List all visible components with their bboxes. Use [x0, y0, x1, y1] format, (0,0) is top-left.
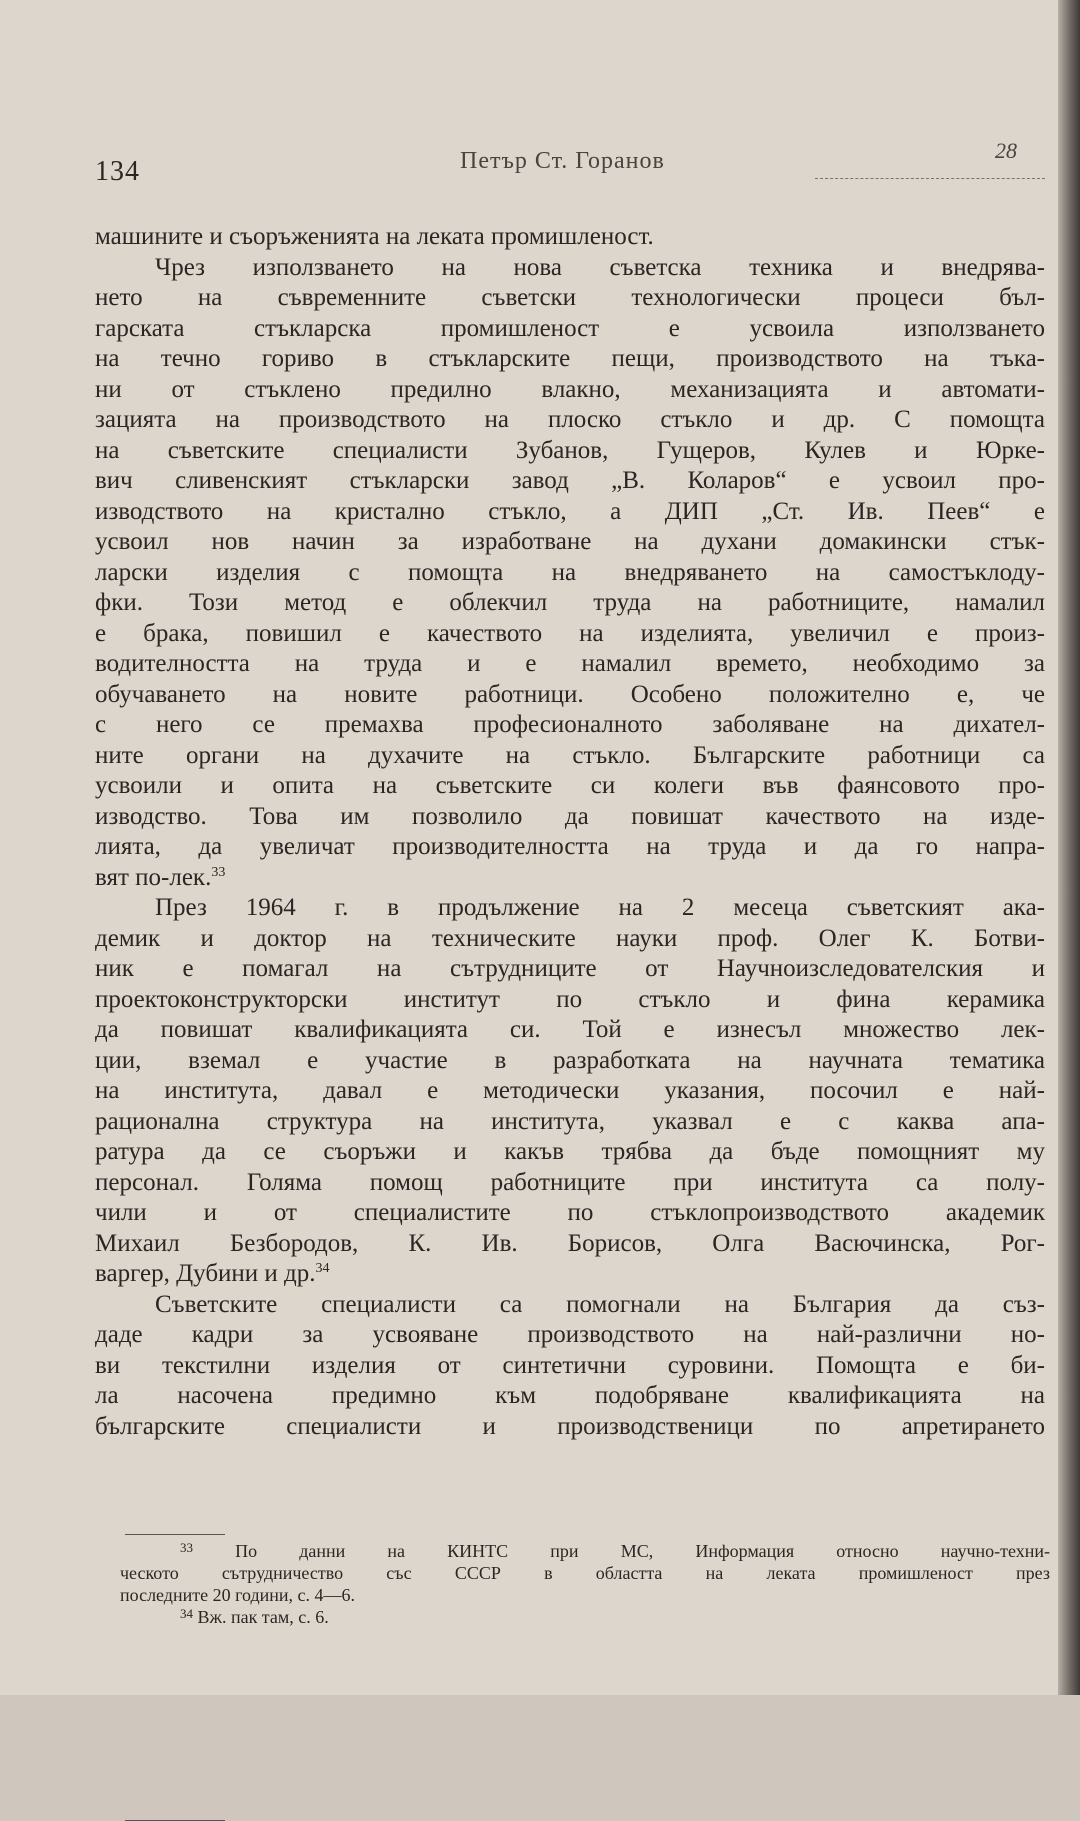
- text-line: [95, 1259, 1045, 1290]
- text-line: чили и от специалистите по стъклопроизводството академик: [95, 1199, 1045, 1226]
- text-line: вич сливенският стъкларски завод „В. Коларов“ е усвоил про-: [95, 467, 1045, 494]
- text-line: нето на съвременните съветски технологически процеси бъл-: [95, 284, 1045, 311]
- text-line: Михаил Безбородов, К. Ив. Борисов, Олга Васючинска, Рог-: [95, 1229, 1045, 1257]
- page-header: [95, 138, 1050, 188]
- header-rule: [815, 178, 1045, 179]
- text-line-content: варгер, Дубини и др.: [95, 1260, 316, 1287]
- text-line: Чрез използването на нова съветска техника и внедрява-: [155, 253, 1045, 281]
- text-line: демик и доктор на техническите науки проф. Олег К. Ботви-: [95, 924, 1045, 952]
- text-line: рационална структура на института, указвал е с каква апа-: [95, 1107, 1045, 1135]
- text-line: зацията на производството на плоско стъкло и др. С помощта: [95, 406, 1045, 433]
- text-line: Съветските специалисти са помогнали на България да съз-: [155, 1290, 1045, 1318]
- text-line: с него се премахва професионалното заболяване на дихател-: [95, 711, 1045, 738]
- text-line: изводството на кристално стъкло, а ДИП „Ст. Ив. Пеев“ е: [95, 497, 1045, 525]
- text-line: усвоил нов начин за изработване на духани домакински стък-: [95, 528, 1045, 555]
- text-line: ла насочена предимно към подобряване квалификацията на: [95, 1382, 1045, 1409]
- text-line: ции, вземал е участие в разработката на научната тематика: [95, 1046, 1045, 1074]
- footnote-33-line: ческото сътрудничество със СССР в областта на леката промишленост през: [120, 1563, 1050, 1583]
- text-line: [95, 863, 1045, 894]
- footnote-separator: [125, 1534, 225, 1535]
- footnote-number: 33: [180, 1540, 193, 1555]
- text-line: персонал. Голяма помощ работниците при института са полу-: [95, 1168, 1045, 1196]
- footnote-number: 34: [180, 1606, 193, 1621]
- text-line: усвоили и опита на съветските си колеги във фаянсовото про-: [95, 772, 1045, 799]
- text-line: ник е помагал на сътрудниците от Научноизследователския и: [95, 955, 1045, 982]
- text-line: да повишат квалификацията си. Той е изнесъл множество лек-: [95, 1016, 1045, 1043]
- text-line: обучаването на новите работници. Особено положително е, че: [95, 680, 1045, 708]
- text-line: ларски изделия с помощта на внедряването на самостъклоду-: [95, 558, 1045, 586]
- footnote-33-line: последните 20 години, с. 4—6.: [120, 1585, 356, 1605]
- text-line: изводство. Това им позволило да повишат качеството на изде-: [95, 802, 1045, 830]
- text-line: на течно гориво в стъкларските пещи, производството на тъка-: [95, 345, 1045, 372]
- footnote-ref: 34: [315, 1261, 330, 1276]
- text-line: проектоконструкторски институт по стъкло и фина керамика: [95, 985, 1045, 1013]
- text-line: на института, давал е методически указания, посочил е най-: [95, 1077, 1045, 1104]
- text-line: даде кадри за усвояване производството на най-различни но-: [95, 1321, 1045, 1348]
- text-line: лията, да увеличат производителността на труда и да го напра-: [95, 833, 1045, 860]
- footnote-text: По данни на КИНТС при МС, Информация относно научно-техни-: [235, 1541, 1050, 1561]
- text-line: ните органи на духачите на стъкло. Българските работници са: [95, 741, 1045, 769]
- text-line-content: вят по-лек.: [95, 863, 212, 891]
- footnote-34-line: [120, 1606, 1050, 1628]
- text-line: е брака, повишил е качеството на изделията, увеличил е произ-: [95, 619, 1045, 647]
- sheet-number: 28: [995, 138, 1017, 163]
- page-number: 134: [95, 156, 140, 187]
- footnote-text: Вж. пак там, с. 6.: [197, 1607, 329, 1627]
- footnote-list: [120, 1540, 1050, 1628]
- text-line: ни от стъклено предилно влакно, механизацията и автомати-: [95, 375, 1045, 403]
- text-line: гарската стъкларска промишленост е усвоила използването: [95, 314, 1045, 342]
- body-text: [95, 222, 1045, 1442]
- text-line: водителността на труда и е намалил времето, необходимо за: [95, 650, 1045, 677]
- text-line: фки. Този метод е облекчил труда на работниците, намалил: [95, 589, 1045, 616]
- running-head: Петър Ст. Горанов: [460, 148, 665, 174]
- text-line: българските специалисти и производственици по апретирането: [95, 1412, 1045, 1440]
- text-line: През 1964 г. в продължение на 2 месеца съветският ака-: [155, 894, 1045, 921]
- text-line: ви текстилни изделия от синтетични суровини. Помощта е би-: [95, 1351, 1045, 1379]
- footnote-ref: 33: [211, 864, 226, 880]
- text-line: машините и съоръженията на леката промишленост.: [95, 223, 654, 250]
- page-edge-shadow: [1058, 0, 1080, 1695]
- text-line: ратура да се съоръжи и какъв трябва да бъде помощният му: [95, 1138, 1045, 1165]
- footnote-33-line: [120, 1540, 1050, 1562]
- text-line: на съветските специалисти Зубанов, Гущеров, Кулев и Юрке-: [95, 436, 1045, 464]
